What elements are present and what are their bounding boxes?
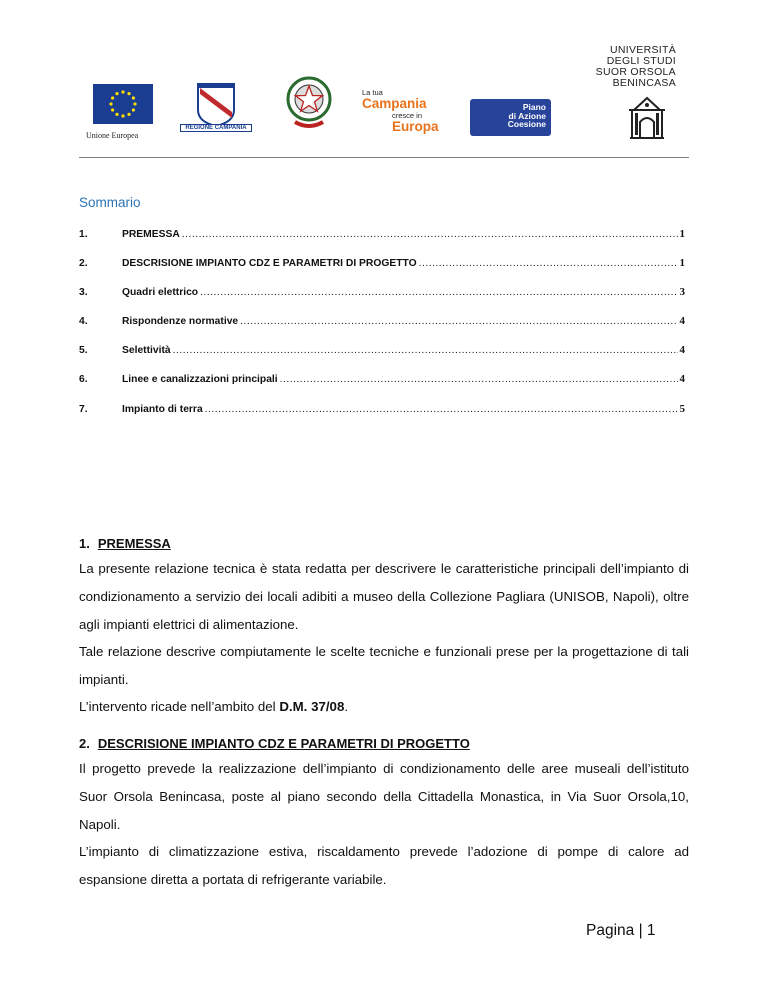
portal-icon [626,92,668,140]
tua-line4: Europa [392,119,439,134]
toc-leader-dots [240,316,677,327]
la-tua-campania-logo [362,88,452,134]
table-of-contents [79,228,685,432]
section-number: 2. [79,736,90,751]
eu-flag-logo [93,84,153,124]
section-1-paragraph-1: La presente relazione tecnica è stata redatta per descrivere le caratteristiche principali dell’impianto di condizionamento a servizio dei locali adibiti a museo della Collezione Pagliara (UNISOB, Napoli), oltre agli impianti elettrici di alimentazione. [79,561,689,632]
toc-entry-descrisione[interactable] [79,257,685,286]
toc-entry-page: 3 [679,286,685,299]
toc-entry-page: 1 [679,228,685,240]
eu-stars-icon [93,84,153,124]
toc-entry-number: 2. [79,258,88,270]
toc-entry-label: Quadri elettrico [122,287,199,299]
pac-line2: di Azione [508,110,546,121]
toc-title: Sommario [79,195,141,210]
header-divider [79,157,689,158]
toc-entry-page: 4 [679,315,685,328]
university-name [590,45,676,89]
toc-entry-label: PREMESSA [122,229,180,240]
toc-entry-label: Impianto di terra [122,403,203,415]
section-number: 1. [79,536,90,551]
toc-leader-dots [200,287,677,298]
section-title: PREMESSA [97,536,171,551]
section-2-heading [79,736,470,751]
section-2-paragraph-1: Il progetto prevede la realizzazione dell’impianto di condizionamento delle aree museali dell’istituto Suor Orsola Benincasa, poste al piano secondo della Cittadella Monastica, in Via Suor Orsola,10, Napoli. [79,761,689,832]
university-building-logo [626,92,668,140]
section-title: DESCRISIONE IMPIANTO CDZ E PARAMETRI DI PROGETTO [97,736,470,751]
toc-entry-linee[interactable] [79,373,685,402]
toc-entry-page: 5 [679,402,685,415]
p3-suffix: . [344,699,349,714]
tua-line3: cresce in [392,111,423,120]
toc-entry-number: 4. [79,316,88,328]
toc-entry-number: 7. [79,403,88,415]
toc-entry-label: Selettività [122,345,171,357]
toc-leader-dots [173,345,678,356]
university-line2: DEGLI STUDI [606,55,676,67]
star-emblem-icon [285,72,333,132]
toc-entry-number: 5. [79,345,88,357]
pac-line3: Coesione [507,119,546,129]
italian-republic-emblem [285,72,333,132]
university-line1: UNIVERSITÀ [609,44,676,56]
toc-entry-page: 1 [679,257,685,270]
toc-leader-dots [205,404,678,415]
toc-entry-page: 4 [679,344,685,357]
dm-reference: D.M. 37/08 [279,699,345,714]
toc-entry-number: 3. [79,287,88,299]
pac-line1: Piano [522,102,546,112]
toc-entry-quadri[interactable] [79,286,685,315]
tua-line2: Campania [362,96,427,111]
section-2-paragraph-2: L’impianto di climatizzazione estiva, riscaldamento prevede l’adozione di pompe di calore ad espansione diretta a portata di refrigerante variabile. [79,844,689,887]
piano-azione-coesione-logo [470,99,551,136]
toc-entry-number: 1. [79,229,88,240]
toc-leader-dots [280,374,678,385]
toc-entry-page: 4 [679,373,685,386]
eu-caption: Unione Europea [86,131,139,140]
section-1-paragraph-2: Tale relazione descrive compiutamente le scelte tecniche e funzionali prese per la progettazione di tali impianti. [79,644,689,687]
toc-entry-label: Linee e canalizzazioni principali [122,374,278,386]
toc-entry-selettivita[interactable] [79,344,685,373]
p3-prefix: L’intervento ricade nell’ambito del [79,699,280,714]
page-number-footer: Pagina | 1 [586,922,656,939]
university-line4: BENINCASA [612,77,676,89]
section-1-paragraph-3 [79,693,689,721]
tua-line1: La tua [362,88,383,97]
toc-leader-dots [182,229,678,240]
section-1-heading [79,536,171,551]
toc-entry-label: DESCRISIONE IMPIANTO CDZ E PARAMETRI DI PROGETTO [122,258,417,270]
toc-entry-number: 6. [79,374,88,386]
regione-campania-caption: REGIONE CAMPANIA [180,124,252,132]
toc-entry-premessa[interactable] [79,228,685,257]
toc-entry-label: Rispondenze normative [122,316,239,328]
toc-entry-impianto-terra[interactable] [79,403,685,432]
toc-entry-rispondenze[interactable] [79,315,685,344]
campania-shield-icon [184,82,248,128]
university-line3: SUOR ORSOLA [595,66,676,78]
toc-leader-dots [419,258,678,269]
